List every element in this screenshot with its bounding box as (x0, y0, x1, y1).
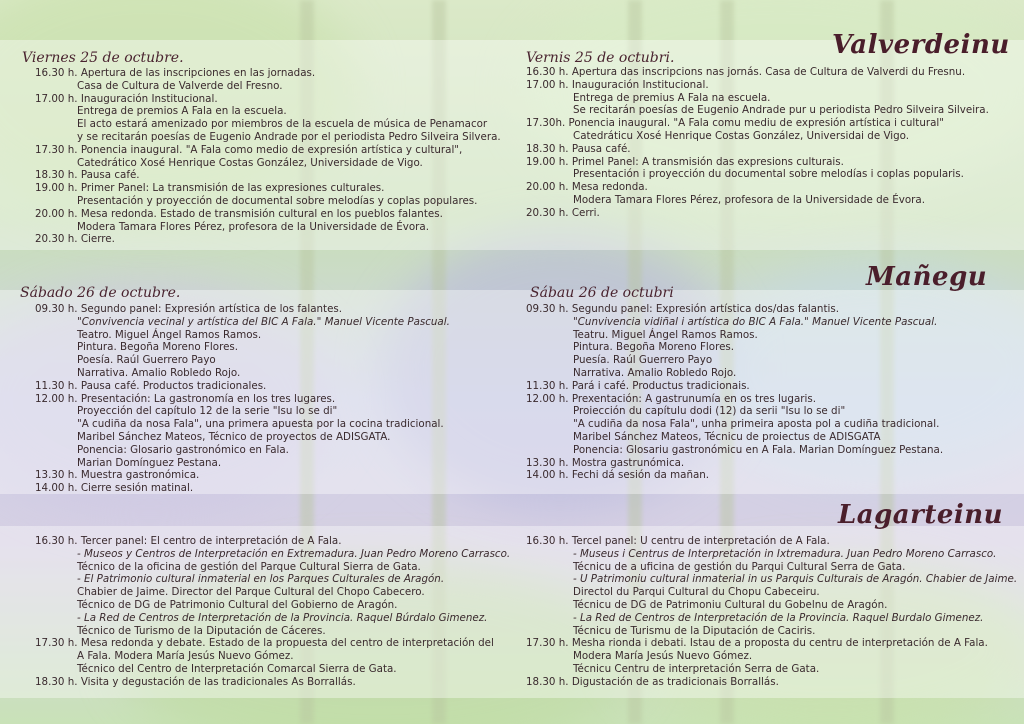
schedule-line: 13.30 h. Muestra gastronómica. (35, 469, 200, 482)
schedule-line: Se recitarán poesías de Eugenio Andrade pur u periodista Pedro Silveira Silveira. (573, 104, 989, 117)
schedule-line: - La Red de Centros de Interpretación de la Provincia. Raquel Búrdalo Gimenez. (77, 611, 488, 624)
schedule-line: Técnicu Centru de interpretación Serra de Gata. (573, 662, 820, 675)
schedule-line: - Museus i Centrus de Interpretación in Ixtremadura. Juan Pedro Moreno Carrasco. (573, 547, 997, 560)
friday-title-fala: Vernis 25 de octubri. (526, 50, 675, 66)
schedule-line: Proyección del capítulo 12 de la serie "Isu lo se di" (77, 405, 338, 418)
schedule-line: 14.00 h. Fechi dá sesión da mañan. (526, 469, 710, 482)
friday-schedule-fala (526, 66, 989, 220)
schedule-line: Narrativa. Amalio Robledo Rojo. (573, 366, 737, 379)
schedule-line: 16.30 h. Tercel panel: U centru de interpretación de A Fala. (526, 535, 830, 547)
schedule-line: Marian Domínguez Pestana. (77, 456, 222, 469)
schedule-line: Pintura. Begoña Moreno Flores. (77, 341, 239, 354)
schedule-line: 17.00 h. Inauguración Institucional. (526, 78, 709, 91)
schedule-line: Modera Tamara Flores Pérez, profesora de la Universidade de Évora. (77, 220, 429, 233)
schedule-line: 17.00 h. Inauguración Institucional. (35, 92, 218, 105)
schedule-line: Entrega de premios A Fala en la escuela. (77, 105, 287, 118)
schedule-line: Casa de Cultura de Valverde del Fresno. (77, 79, 283, 92)
schedule-line: 18.30 h. Visita y degustación de las tradicionales As Borrallás. (35, 675, 356, 688)
schedule-line: Maribel Sánchez Mateos, Técnico de proyectos de ADISGATA. (77, 430, 391, 443)
schedule-line: "Cunvivencia vidiñal i artística do BIC A Fala." Manuel Vicente Pascual. (573, 315, 938, 328)
schedule-line: Poesía. Raúl Guerrero Payo (77, 354, 216, 367)
schedule-line: Modera María Jesús Nuevo Gómez. (573, 650, 753, 663)
schedule-line: Proiección du capítulu dodi (12) da serii "Isu lo se di" (573, 405, 846, 418)
schedule-line: A Fala. Modera María Jesús Nuevo Gómez. (77, 650, 294, 663)
schedule-line: Pintura. Begoña Moreno Flores. (573, 341, 735, 354)
schedule-line: Técnicu de a uficina de gestión du Parqui Cultural Serra de Gata. (573, 560, 906, 573)
saturday-afternoon-schedule-fala (526, 535, 1017, 689)
schedule-line: 12.00 h. Prexentación: A gastrunumía en os tres lugaris. (526, 392, 816, 405)
schedule-line: 17.30 h. Ponencia inaugural. "A Fala como medio de expresión artística y cultural", (35, 143, 463, 156)
schedule-line: - El Patrimonio cultural inmaterial en los Parques Culturales de Aragón. (77, 573, 445, 586)
schedule-line: Técnico de Turismo de la Diputación de Cáceres. (77, 624, 326, 637)
schedule-line: Técnico de la oficina de gestión del Parque Cultural Sierra de Gata. (77, 560, 421, 573)
schedule-line: El acto estará amenizado por miembros de la escuela de música de Penamacor (77, 118, 488, 131)
schedule-line: Ponencia: Glosario gastronómico en Fala. (77, 443, 289, 456)
place-title-lagarteinu: Lagarteinu (838, 500, 1004, 530)
schedule-line: "A cudiña da nosa Fala", unha primeira aposta pol a cudiña tradicional. (573, 418, 940, 431)
schedule-line: 18.30 h. Digustación de as tradicionais Borrallás. (526, 675, 779, 688)
schedule-line: 16.30 h. Apertura das inscripcions nas jornás. Casa de Cultura de Valverdi du Fresnu. (526, 66, 966, 78)
schedule-line: 20.00 h. Mesa redonda. (526, 181, 648, 194)
saturday-title-fala: Sábau 26 de octubri (530, 285, 674, 301)
schedule-line: "Convivencia vecinal y artística del BIC A Fala." Manuel Vicente Pascual. (77, 315, 450, 328)
schedule-line: - Museos y Centros de Interpretación en Extremadura. Juan Pedro Moreno Carrasco. (77, 547, 511, 560)
place-title-valverdeinu: Valverdeinu (832, 30, 1010, 60)
friday-schedule-spanish (22, 67, 501, 246)
schedule-line: 09.30 h. Segundo panel: Expresión artística de los falantes. (35, 303, 343, 315)
schedule-line: 17.30 h. Mesa redonda y debate. Estado de la propuesta del centro de interpretación del (35, 637, 494, 650)
schedule-line: 18.30 h. Pausa café. (526, 142, 631, 155)
friday-title-spanish: Viernes 25 de octubre. (22, 50, 184, 66)
schedule-line: Entrega de premius A Fala na escuela. (573, 91, 771, 104)
schedule-line: 20.30 h. Cierre. (35, 233, 115, 246)
schedule-line: 12.00 h. Presentación: La gastronomía en los tres lugares. (35, 392, 336, 405)
schedule-line: Técnicu de Turismu de la Diputación de Caciris. (573, 624, 816, 637)
saturday-title-spanish: Sábado 26 de octubre. (20, 285, 181, 301)
saturday-afternoon-schedule-spanish (22, 535, 510, 689)
schedule-line: 20.00 h. Mesa redonda. Estado de transmisión cultural en los pueblos falantes. (35, 207, 443, 220)
schedule-line: - U Patrimoniu cultural inmaterial in us Parquis Culturais de Aragón. Chabier de Jaime. (573, 573, 1018, 586)
saturday-morning-schedule-fala (526, 303, 943, 482)
schedule-line: 13.30 h. Mostra gastrunómica. (526, 456, 685, 469)
schedule-line: Catedrático Xosé Henrique Costas González, Universidade de Vigo. (77, 156, 423, 169)
schedule-line: 19.00 h. Primel Panel: A transmisión das expresions culturais. (526, 155, 844, 168)
schedule-line: 16.30 h. Apertura de las inscripciones en las jornadas. (35, 67, 316, 79)
schedule-line: Presentación y proyección de documental sobre melodías y coplas populares. (77, 194, 478, 207)
schedule-line: "A cudiña da nosa Fala", una primera apuesta por la cocina tradicional. (77, 418, 444, 431)
schedule-line: 09.30 h. Segundu panel: Expresión artística dos/das falantis. (526, 303, 839, 315)
schedule-line: 19.00 h. Primer Panel: La transmisión de las expresiones culturales. (35, 182, 385, 195)
schedule-line: 14.00 h. Cierre sesión matinal. (35, 482, 194, 495)
schedule-line: Ponencia: Glosariu gastronómicu en A Fala. Marian Domínguez Pestana. (573, 443, 944, 456)
place-title-manegu: Mañegu (866, 262, 988, 292)
schedule-line: Narrativa. Amalio Robledo Rojo. (77, 366, 241, 379)
schedule-line: 11.30 h. Pausa café. Productos tradicionales. (35, 379, 267, 392)
schedule-line: 20.30 h. Cerri. (526, 206, 600, 219)
schedule-line: y se recitarán poesías de Eugenio Andrade por el periodista Pedro Silveira Silvera. (77, 130, 501, 143)
schedule-line: 16.30 h. Tercer panel: El centro de interpretación de A Fala. (35, 535, 342, 547)
schedule-line: Técnicu de DG de Patrimoniu Cultural du Gobelnu de Aragón. (573, 598, 888, 611)
schedule-line: Puesía. Raúl Guerrero Payo (573, 354, 713, 367)
schedule-line: Técnico de DG de Patrimonio Cultural del Gobierno de Aragón. (77, 598, 398, 611)
schedule-line: 18.30 h. Pausa café. (35, 169, 140, 182)
schedule-line: Técnico del Centro de Interpretación Comarcal Sierra de Gata. (77, 662, 397, 675)
schedule-line: Maribel Sánchez Mateos, Técnicu de proiectus de ADISGATA (573, 430, 881, 443)
schedule-line: - La Red de Centros de Interpretación de la Provincia. Raquel Burdalo Gimenez. (573, 611, 984, 624)
schedule-line: Presentación i proyección du documental sobre melodías i coplas popularis. (573, 168, 964, 181)
schedule-line: 17.30h. Ponencia inaugural. "A Fala comu mediu de expresión artística i cultural" (526, 117, 944, 130)
schedule-line: Modera Tamara Flores Pérez, profesora de la Universidade de Évora. (573, 193, 925, 206)
schedule-line: Chabier de Jaime. Director del Parque Cultural del Chopo Cabecero. (77, 586, 425, 599)
schedule-line: Teatru. Miguel Ángel Ramos Ramos. (573, 328, 758, 341)
schedule-line: 17.30 h. Mesha rionda i debati. Istau de a proposta du centru de interpretación de A Fala. (526, 637, 988, 650)
schedule-line: 11.30 h. Pará i café. Productus tradicionais. (526, 379, 750, 392)
schedule-line: Teatro. Miguel Ángel Ramos Ramos. (77, 328, 262, 341)
schedule-line: Catedráticu Xosé Henrique Costas González, Universidai de Vigo. (573, 129, 910, 142)
schedule-line: Directol du Parqui Cultural du Chopu Cabeceiru. (573, 586, 820, 599)
saturday-morning-schedule-spanish (22, 303, 450, 495)
